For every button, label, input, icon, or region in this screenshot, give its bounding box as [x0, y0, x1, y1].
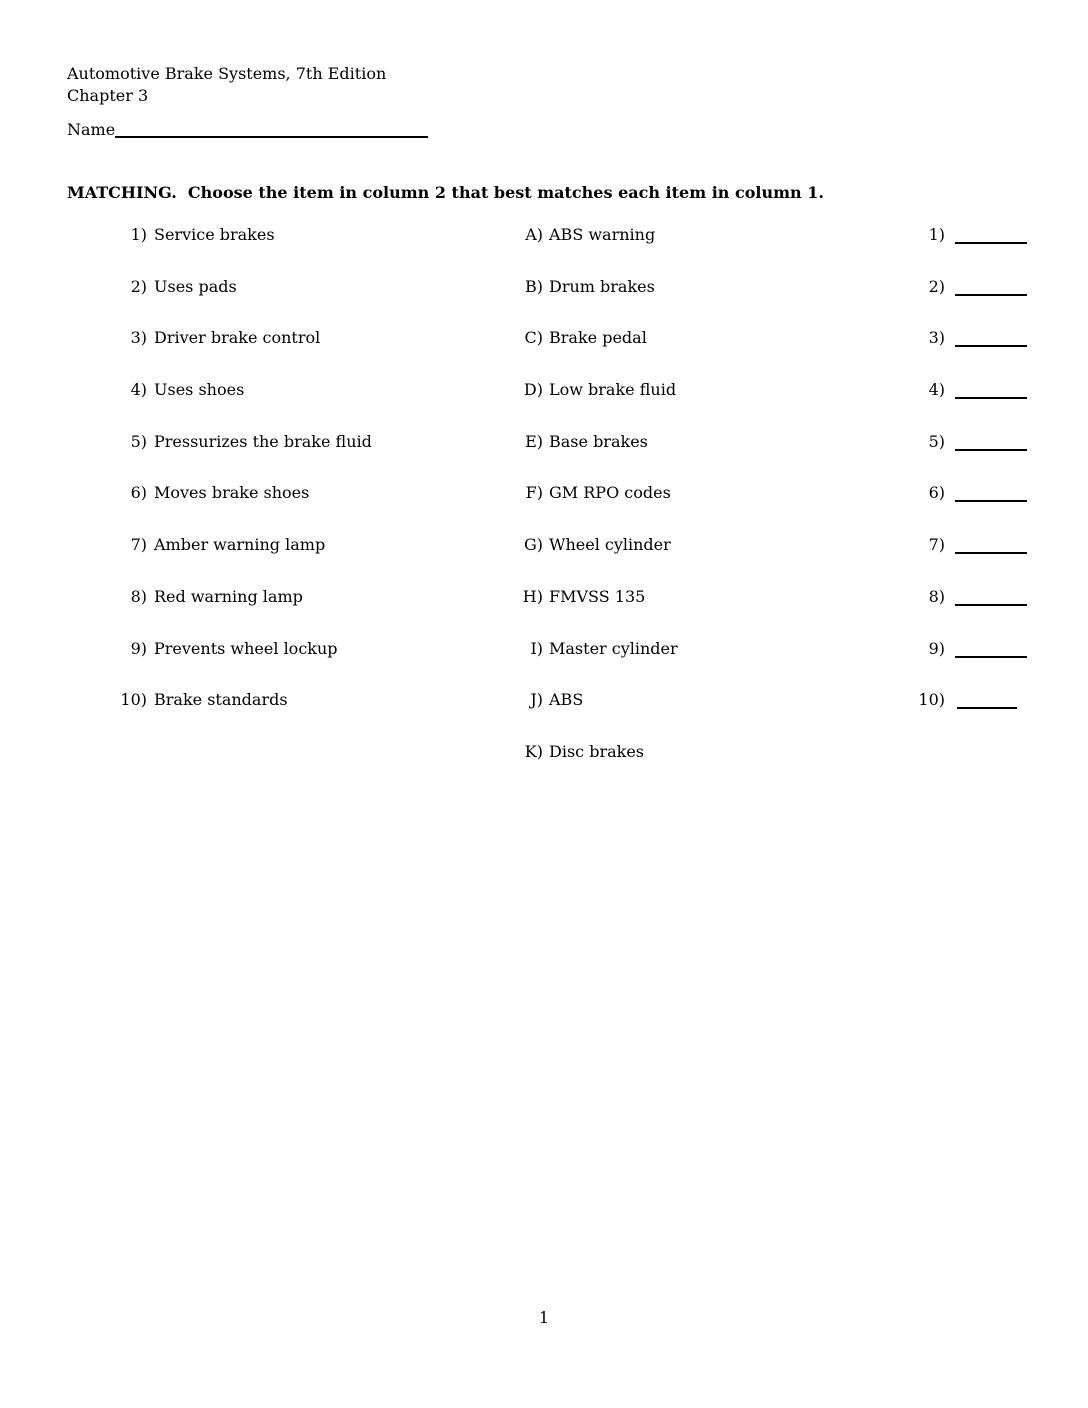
option-letter: G): [523, 535, 543, 555]
option-text: GM RPO codes: [549, 483, 671, 503]
column2-option: [496, 690, 583, 709]
item-text: Red warning lamp: [154, 586, 303, 606]
option-letter: F): [525, 483, 543, 503]
item-number: 5): [130, 431, 147, 451]
option-letter: C): [524, 328, 543, 348]
answer-number: 10): [918, 690, 945, 710]
item-number: 4): [130, 380, 147, 400]
matching-row: [0, 690, 1088, 742]
item-text: Prevents wheel lockup: [154, 638, 338, 658]
item-text: Brake standards: [154, 690, 288, 710]
name-blank-line: [115, 122, 428, 138]
column2-option: [496, 639, 678, 658]
column2-option: [496, 483, 671, 502]
column2-option: [496, 432, 648, 451]
answer-number: 9): [928, 638, 945, 658]
answer-number: 5): [928, 431, 945, 451]
answer-blank-line: [955, 644, 1027, 658]
item-text: Service brakes: [154, 225, 275, 244]
column2-option: [496, 328, 647, 347]
answer-blank-line: [955, 282, 1027, 296]
column2-option: [496, 380, 676, 399]
option-text: Disc brakes: [549, 741, 645, 761]
option-text: Base brakes: [549, 431, 648, 451]
column1-item: [100, 432, 372, 451]
document-header: [67, 63, 386, 107]
matching-row: [0, 587, 1088, 639]
option-text: Master cylinder: [549, 638, 678, 658]
matching-row: [0, 483, 1088, 535]
matching-row: [0, 277, 1088, 329]
answer-slot: [897, 225, 1027, 244]
item-number: 3): [130, 328, 147, 348]
option-letter: D): [523, 380, 543, 400]
column1-item: [100, 535, 325, 554]
column1-item: [100, 277, 237, 296]
answer-blank-line: [957, 695, 1017, 709]
item-number: 8): [130, 586, 147, 606]
option-letter: A): [525, 225, 543, 244]
item-text: Driver brake control: [154, 328, 321, 348]
answer-number: 6): [928, 483, 945, 503]
option-text: Wheel cylinder: [549, 535, 671, 555]
matching-row: [0, 328, 1088, 380]
answer-blank-line: [955, 333, 1027, 347]
column1-item: [100, 380, 244, 399]
item-number: 1): [130, 225, 147, 244]
book-title: Automotive Brake Systems, 7th Edition: [67, 64, 387, 83]
item-number: 9): [130, 638, 147, 658]
column2-option: [496, 277, 655, 296]
option-letter: B): [525, 276, 543, 296]
item-number: 7): [130, 535, 147, 555]
item-text: Pressurizes the brake fluid: [154, 431, 372, 451]
answer-slot: [897, 483, 1027, 502]
column1-item: [100, 225, 275, 244]
answer-number: 8): [928, 586, 945, 606]
name-row: [67, 120, 428, 139]
answer-number: 4): [928, 380, 945, 400]
name-label: Name: [67, 120, 116, 139]
answer-slot: [897, 380, 1027, 399]
matching-row: [0, 639, 1088, 691]
item-number: 2): [130, 276, 147, 296]
matching-row: [0, 742, 1088, 794]
option-text: Brake pedal: [549, 328, 647, 348]
matching-row: [0, 225, 1088, 277]
column2-option: [496, 742, 644, 761]
item-text: Uses pads: [154, 276, 237, 296]
matching-section: [0, 225, 1088, 794]
column1-item: [100, 483, 309, 502]
answer-blank-line: [955, 540, 1027, 554]
column1-item: [100, 639, 338, 658]
matching-row: [0, 432, 1088, 484]
answer-number: 3): [928, 328, 945, 348]
column1-item: [100, 587, 303, 606]
answer-slot: [897, 690, 1017, 709]
answer-blank-line: [955, 385, 1027, 399]
option-letter: I): [530, 638, 543, 658]
answer-number: 1): [928, 225, 945, 244]
option-letter: J): [530, 690, 543, 710]
option-letter: H): [522, 586, 543, 606]
option-text: ABS warning: [549, 225, 656, 244]
option-text: FMVSS 135: [549, 586, 646, 606]
matching-row: [0, 535, 1088, 587]
option-text: ABS: [549, 690, 584, 710]
option-letter: E): [525, 431, 543, 451]
answer-slot: [897, 535, 1027, 554]
option-letter: K): [524, 741, 543, 761]
item-number: 10): [120, 690, 147, 710]
answer-slot: [897, 328, 1027, 347]
column2-option: [496, 587, 645, 606]
answer-slot: [897, 277, 1027, 296]
answer-blank-line: [955, 437, 1027, 451]
answer-blank-line: [955, 230, 1027, 244]
matching-row: [0, 380, 1088, 432]
matching-instructions: MATCHING. Choose the item in column 2 that best matches each item in column 1.: [67, 183, 824, 202]
answer-blank-line: [955, 488, 1027, 502]
column1-item: [100, 690, 288, 709]
option-text: Drum brakes: [549, 276, 655, 296]
answer-number: 7): [928, 535, 945, 555]
answer-slot: [897, 587, 1027, 606]
page-number: 1: [538, 1308, 550, 1327]
answer-slot: [897, 432, 1027, 451]
chapter-title: Chapter 3: [67, 86, 149, 105]
answer-number: 2): [928, 276, 945, 296]
option-text: Low brake fluid: [549, 380, 677, 400]
answer-blank-line: [955, 592, 1027, 606]
item-text: Amber warning lamp: [154, 535, 326, 555]
column2-option: [496, 535, 671, 554]
column2-option: [496, 225, 655, 244]
item-number: 6): [130, 483, 147, 503]
answer-slot: [897, 639, 1027, 658]
column1-item: [100, 328, 320, 347]
item-text: Moves brake shoes: [154, 483, 310, 503]
item-text: Uses shoes: [154, 380, 245, 400]
